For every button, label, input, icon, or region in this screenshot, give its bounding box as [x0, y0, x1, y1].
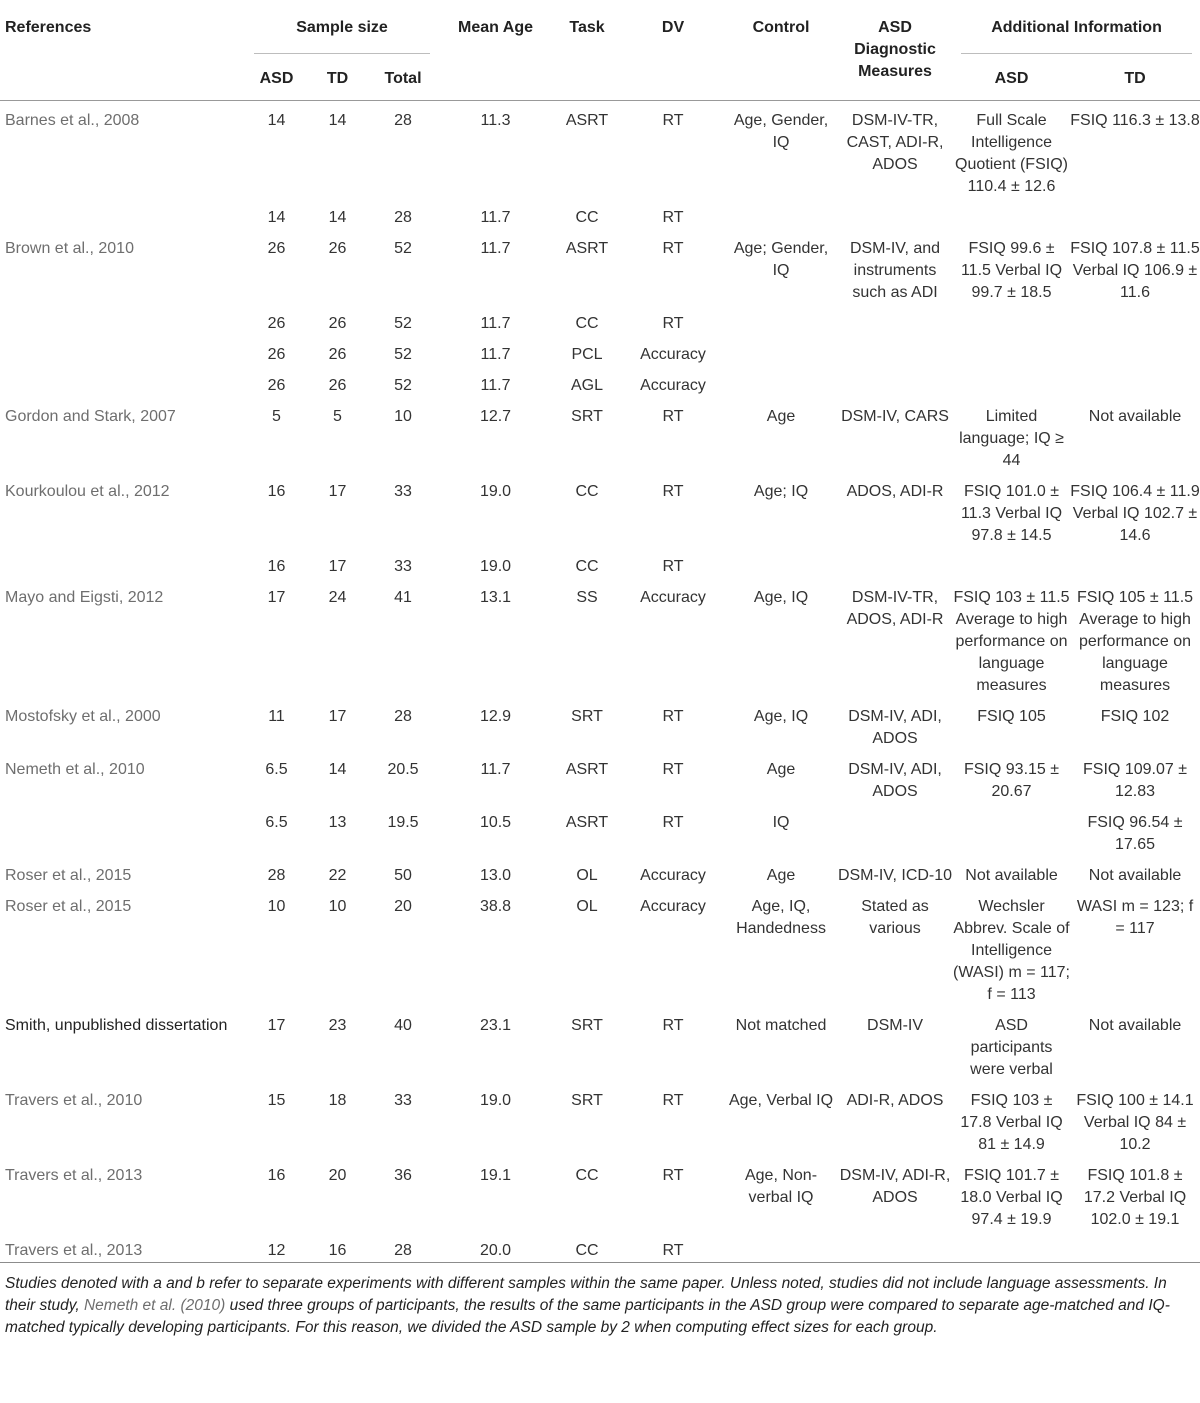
cell-add-info-asd [953, 366, 1070, 397]
table-row [0, 1156, 1200, 1231]
cell-mean-age: 19.1 [479, 1167, 512, 1184]
cell-reference: Nemeth et al., 2010 [5, 761, 145, 778]
cell-add-info-td [1070, 547, 1200, 578]
cell-control [725, 1231, 837, 1262]
cell-add-info-asd: ASD participants were verbal [970, 1017, 1053, 1078]
cell-task: SS [576, 589, 598, 606]
footnote-text-2: used three groups of participants, the results of the same participants in the ASD group were compared to separate age-matched and IQ-matched typically developing participants. For this reason, we divided the ASD sample by 2 when computing effect sizes for each group. [5, 1297, 1170, 1336]
cell-dv: RT [662, 209, 684, 226]
cell-total-n: 28 [394, 112, 412, 129]
cell-add-info-asd: Not available [965, 867, 1058, 884]
header-task: Task [569, 19, 605, 36]
cell-task: CC [575, 315, 599, 332]
header-add-td: TD [1124, 70, 1146, 87]
cell-mean-age: 10.5 [479, 814, 512, 831]
cell-add-info-asd [953, 304, 1070, 335]
header-td: TD [326, 70, 349, 87]
table-row [0, 697, 1200, 750]
header-additional-info: Additional Information [953, 0, 1200, 56]
cell-td-n: 17 [328, 558, 347, 575]
cell-td-n: 13 [328, 814, 347, 831]
cell-mean-age: 11.7 [480, 240, 511, 257]
header-sample-size: Sample size [246, 0, 438, 56]
cell-td-n: 22 [328, 867, 347, 884]
cell-add-info-td: FSIQ 107.8 ± 11.5 Verbal IQ 106.9 ± 11.6 [1070, 240, 1200, 301]
cell-dv: RT [662, 761, 684, 778]
cell-add-info-td: FSIQ 106.4 ± 11.9 Verbal IQ 102.7 ± 14.6 [1070, 483, 1200, 544]
cell-reference: Brown et al., 2010 [5, 240, 134, 257]
table-row [0, 304, 1200, 335]
cell-control: Age, Non-verbal IQ [744, 1167, 818, 1206]
cell-asd-n: 10 [267, 898, 286, 915]
cell-total-n: 52 [394, 377, 412, 394]
cell-td-n: 14 [328, 112, 347, 129]
cell-task: OL [576, 867, 598, 884]
cell-td-n: 17 [328, 483, 347, 500]
cell-add-info-td [1070, 304, 1200, 335]
cell-reference: Barnes et al., 2008 [5, 112, 140, 129]
table-row [0, 366, 1200, 397]
cell-td-n: 5 [333, 408, 342, 425]
cell-dv: RT [662, 1017, 684, 1034]
cell-diagnostic [837, 547, 953, 578]
table-row [0, 750, 1200, 803]
cell-add-info-td: FSIQ 105 ± 11.5 Average to high performance on language measures [1076, 589, 1194, 694]
cell-dv: RT [662, 483, 684, 500]
cell-task: CC [575, 209, 599, 226]
header-dv: DV [661, 19, 685, 36]
cell-asd-n: 12 [267, 1242, 286, 1259]
cell-total-n: 28 [394, 209, 412, 226]
cell-asd-n: 26 [267, 240, 286, 257]
cell-asd-n: 26 [267, 315, 286, 332]
cell-dv: RT [662, 240, 684, 257]
cell-mean-age: 13.1 [479, 589, 512, 606]
cell-task: SRT [571, 1092, 603, 1109]
header-mean-age: Mean Age [458, 19, 533, 36]
cell-reference: Travers et al., 2013 [5, 1167, 143, 1184]
cell-reference [0, 198, 246, 229]
cell-td-n: 23 [328, 1017, 347, 1034]
cell-mean-age: 11.7 [480, 761, 511, 778]
cell-td-n: 14 [328, 209, 347, 226]
cell-total-n: 33 [394, 1092, 412, 1109]
cell-diagnostic: DSM-IV, ADI-R, ADOS [839, 1167, 951, 1206]
cell-diagnostic: DSM-IV, and instruments such as ADI [849, 240, 941, 301]
cell-control [725, 547, 837, 578]
cell-add-info-td [1070, 335, 1200, 366]
cell-add-info-td [1070, 1231, 1200, 1262]
cell-dv: RT [662, 1167, 684, 1184]
table-row [0, 101, 1200, 199]
cell-add-info-td: Not available [1088, 1017, 1182, 1034]
cell-add-info-asd [953, 198, 1070, 229]
cell-total-n: 40 [394, 1017, 412, 1034]
cell-reference [0, 547, 246, 578]
cell-task: ASRT [565, 240, 609, 257]
cell-task: ASRT [565, 761, 609, 778]
cell-total-n: 52 [394, 315, 412, 332]
header-total: Total [384, 70, 422, 87]
cell-diagnostic [837, 304, 953, 335]
table-footnote [0, 1263, 1200, 1339]
cell-reference [0, 335, 246, 366]
cell-dv: RT [662, 112, 684, 129]
cell-total-n: 36 [394, 1167, 412, 1184]
cell-task: CC [575, 558, 599, 575]
cell-add-info-td: FSIQ 109.07 ± 12.83 [1083, 761, 1187, 800]
cell-dv: Accuracy [640, 898, 706, 915]
cell-mean-age: 12.9 [479, 708, 512, 725]
cell-add-info-asd: FSIQ 103 ± 17.8 Verbal IQ 81 ± 14.9 [960, 1092, 1063, 1153]
cell-control: Age, Gender, IQ [733, 112, 829, 151]
cell-td-n: 26 [328, 346, 347, 363]
table-row [0, 578, 1200, 697]
cell-reference: Mayo and Eigsti, 2012 [5, 589, 164, 606]
cell-asd-n: 11 [268, 708, 285, 725]
cell-dv: Accuracy [640, 589, 706, 606]
cell-reference: Mostofsky et al., 2000 [5, 708, 161, 725]
cell-dv: Accuracy [640, 377, 706, 394]
cell-add-info-asd [953, 803, 1070, 856]
cell-reference [0, 803, 246, 856]
cell-diagnostic: Stated as various [861, 898, 929, 937]
header-add-asd: ASD [994, 70, 1029, 87]
cell-task: SRT [571, 708, 603, 725]
cell-add-info-td: FSIQ 116.3 ± 13.8 [1070, 112, 1200, 129]
cell-td-n: 14 [328, 761, 347, 778]
cell-asd-n: 15 [267, 1092, 286, 1109]
cell-asd-n: 17 [267, 1017, 286, 1034]
cell-mean-age: 11.7 [480, 346, 511, 363]
cell-add-info-asd: FSIQ 99.6 ± 11.5 Verbal IQ 99.7 ± 18.5 [960, 240, 1063, 301]
cell-control: Age, IQ [753, 708, 809, 725]
header-asd: ASD [259, 70, 294, 87]
cell-reference: Smith, unpublished dissertation [5, 1017, 228, 1034]
cell-td-n: 18 [328, 1092, 347, 1109]
header-control: Control [752, 19, 810, 36]
cell-add-info-td: WASI m = 123; f = 117 [1076, 898, 1194, 937]
cell-total-n: 19.5 [387, 814, 419, 831]
cell-task: ASRT [565, 814, 609, 831]
table-row [0, 198, 1200, 229]
cell-mean-age: 19.0 [479, 483, 512, 500]
cell-add-info-asd: FSIQ 101.0 ± 11.3 Verbal IQ 97.8 ± 14.5 [960, 483, 1063, 544]
cell-add-info-asd: Limited language; IQ ≥ 44 [959, 408, 1064, 469]
table-row [0, 1006, 1200, 1081]
cell-task: CC [575, 1167, 599, 1184]
cell-add-info-td: FSIQ 102 [1100, 708, 1170, 725]
cell-add-info-asd: FSIQ 101.7 ± 18.0 Verbal IQ 97.4 ± 19.9 [960, 1167, 1063, 1228]
table-row [0, 803, 1200, 856]
cell-control [725, 366, 837, 397]
cell-control: Age [766, 867, 796, 884]
cell-td-n: 26 [328, 315, 347, 332]
cell-total-n: 52 [394, 240, 412, 257]
cell-add-info-td [1070, 198, 1200, 229]
cell-total-n: 52 [394, 346, 412, 363]
cell-control: Age; Gender, IQ [733, 240, 829, 279]
cell-dv: RT [662, 315, 684, 332]
cell-mean-age: 11.7 [480, 377, 511, 394]
cell-asd-n: 16 [267, 483, 286, 500]
cell-mean-age: 19.0 [479, 558, 512, 575]
cell-control: IQ [772, 814, 790, 831]
cell-add-info-td: FSIQ 100 ± 14.1 Verbal IQ 84 ± 10.2 [1076, 1092, 1194, 1153]
table-row [0, 472, 1200, 547]
cell-dv: Accuracy [640, 346, 706, 363]
cell-asd-n: 17 [267, 589, 286, 606]
cell-add-info-asd [953, 547, 1070, 578]
cell-mean-age: 23.1 [479, 1017, 512, 1034]
cell-control: Age, Verbal IQ [728, 1092, 834, 1109]
cell-task: ASRT [565, 112, 609, 129]
cell-total-n: 28 [394, 708, 412, 725]
cell-mean-age: 11.7 [480, 315, 511, 332]
cell-task: AGL [571, 377, 604, 394]
cell-diagnostic [837, 335, 953, 366]
cell-reference [0, 366, 246, 397]
cell-add-info-td: FSIQ 101.8 ± 17.2 Verbal IQ 102.0 ± 19.1 [1083, 1167, 1187, 1228]
cell-total-n: 10 [394, 408, 412, 425]
cell-asd-n: 16 [267, 1167, 286, 1184]
cell-diagnostic [837, 1231, 953, 1262]
cell-reference: Travers et al., 2013 [5, 1242, 143, 1259]
cell-add-info-td: Not available [1088, 867, 1182, 884]
cell-add-info-asd: Wechsler Abbrev. Scale of Intelligence (WASI) m = 117; f = 113 [953, 898, 1070, 1003]
cell-task: PCL [571, 346, 603, 363]
cell-control: Not matched [735, 1017, 827, 1034]
cell-diagnostic: ADOS, ADI-R [846, 483, 944, 500]
cell-reference: Gordon and Stark, 2007 [5, 408, 176, 425]
cell-diagnostic: DSM-IV, CARS [841, 408, 949, 425]
cell-total-n: 20 [394, 898, 412, 915]
cell-diagnostic: ADI-R, ADOS [846, 1092, 944, 1109]
cell-mean-age: 20.0 [479, 1242, 512, 1259]
cell-total-n: 41 [394, 589, 412, 606]
cell-dv: RT [662, 814, 684, 831]
cell-asd-n: 26 [267, 346, 286, 363]
table-row [0, 547, 1200, 578]
table-body [0, 101, 1200, 1263]
cell-diagnostic: DSM-IV [867, 1017, 924, 1034]
cell-reference [0, 304, 246, 335]
cell-dv: RT [662, 1092, 684, 1109]
cell-reference: Roser et al., 2015 [5, 867, 132, 884]
cell-asd-n: 5 [272, 408, 281, 425]
cell-td-n: 24 [328, 589, 347, 606]
cell-dv: RT [662, 708, 684, 725]
cell-dv: RT [662, 1242, 684, 1259]
cell-mean-age: 19.0 [479, 1092, 512, 1109]
cell-td-n: 16 [328, 1242, 347, 1259]
table-row [0, 856, 1200, 887]
cell-add-info-asd [953, 335, 1070, 366]
cell-td-n: 26 [328, 240, 347, 257]
cell-mean-age: 38.8 [479, 898, 512, 915]
table-row [0, 397, 1200, 472]
cell-asd-n: 28 [267, 867, 286, 884]
cell-control: Age; IQ [753, 483, 809, 500]
cell-td-n: 20 [328, 1167, 347, 1184]
cell-diagnostic: DSM-IV, ICD-10 [837, 867, 953, 884]
cell-dv: RT [662, 408, 684, 425]
cell-control: Age, IQ, Handedness [736, 898, 826, 937]
footnote-text-1: Studies denoted with a and b refer to separate experiments with different samples within the same paper. Unless noted, studies did not include language assessments. In their study, [5, 1275, 1167, 1314]
table-row [0, 335, 1200, 366]
table-row [0, 229, 1200, 304]
cell-task: CC [575, 1242, 599, 1259]
cell-diagnostic [837, 198, 953, 229]
table-row [0, 887, 1200, 1006]
cell-dv: RT [662, 558, 684, 575]
cell-total-n: 33 [394, 558, 412, 575]
cell-asd-n: 16 [267, 558, 286, 575]
cell-add-info-td [1070, 366, 1200, 397]
cell-add-info-asd: FSIQ 105 [977, 708, 1046, 725]
cell-td-n: 26 [328, 377, 347, 394]
cell-task: CC [575, 483, 599, 500]
cell-td-n: 17 [328, 708, 347, 725]
cell-total-n: 28 [394, 1242, 412, 1259]
cell-mean-age: 11.3 [480, 112, 511, 129]
cell-asd-n: 6.5 [265, 761, 288, 778]
cell-asd-n: 26 [267, 377, 286, 394]
cell-diagnostic: DSM-IV, ADI, ADOS [848, 761, 942, 800]
cell-diagnostic: DSM-IV-TR, CAST, ADI-R, ADOS [846, 112, 944, 173]
cell-add-info-asd: FSIQ 93.15 ± 20.67 [963, 761, 1060, 800]
cell-asd-n: 6.5 [265, 814, 288, 831]
cell-dv: Accuracy [640, 867, 706, 884]
cell-task: OL [576, 898, 598, 915]
cell-task: SRT [571, 1017, 603, 1034]
cell-add-info-td: Not available [1088, 408, 1182, 425]
cell-control: Age [766, 761, 796, 778]
cell-asd-n: 14 [267, 209, 286, 226]
cell-add-info-asd: Full Scale Intelligence Quotient (FSIQ) 110.4 ± 12.6 [955, 112, 1068, 195]
cell-asd-n: 14 [267, 112, 286, 129]
cell-diagnostic [837, 803, 953, 856]
cell-reference: Kourkoulou et al., 2012 [5, 483, 170, 500]
cell-total-n: 20.5 [387, 761, 419, 778]
cell-reference: Travers et al., 2010 [5, 1092, 143, 1109]
cell-add-info-asd: FSIQ 103 ± 11.5 Average to high performance on language measures [953, 589, 1070, 694]
cell-diagnostic: DSM-IV, ADI, ADOS [848, 708, 942, 747]
cell-diagnostic [837, 366, 953, 397]
cell-control [725, 335, 837, 366]
cell-add-info-asd [953, 1231, 1070, 1262]
cell-control: Age [766, 408, 796, 425]
cell-td-n: 10 [328, 898, 347, 915]
cell-diagnostic: DSM-IV-TR, ADOS, ADI-R [846, 589, 944, 628]
cell-task: SRT [571, 408, 603, 425]
cell-reference: Roser et al., 2015 [5, 898, 132, 915]
cell-add-info-td: FSIQ 96.54 ± 17.65 [1087, 814, 1183, 853]
cell-control [725, 304, 837, 335]
cell-mean-age: 11.7 [480, 209, 511, 226]
table-row [0, 1081, 1200, 1156]
header-asd-diagnostic: ASD Diagnostic Measures [854, 19, 936, 80]
cell-control: Age, IQ [753, 589, 809, 606]
cell-total-n: 33 [394, 483, 412, 500]
cell-total-n: 50 [394, 867, 412, 884]
cell-mean-age: 12.7 [479, 408, 512, 425]
footnote-link-nemeth[interactable]: Nemeth et al. (2010) [83, 1297, 226, 1314]
cell-mean-age: 13.0 [479, 867, 512, 884]
cell-control [725, 198, 837, 229]
table-row [0, 1231, 1200, 1262]
header-references: References [5, 19, 92, 36]
